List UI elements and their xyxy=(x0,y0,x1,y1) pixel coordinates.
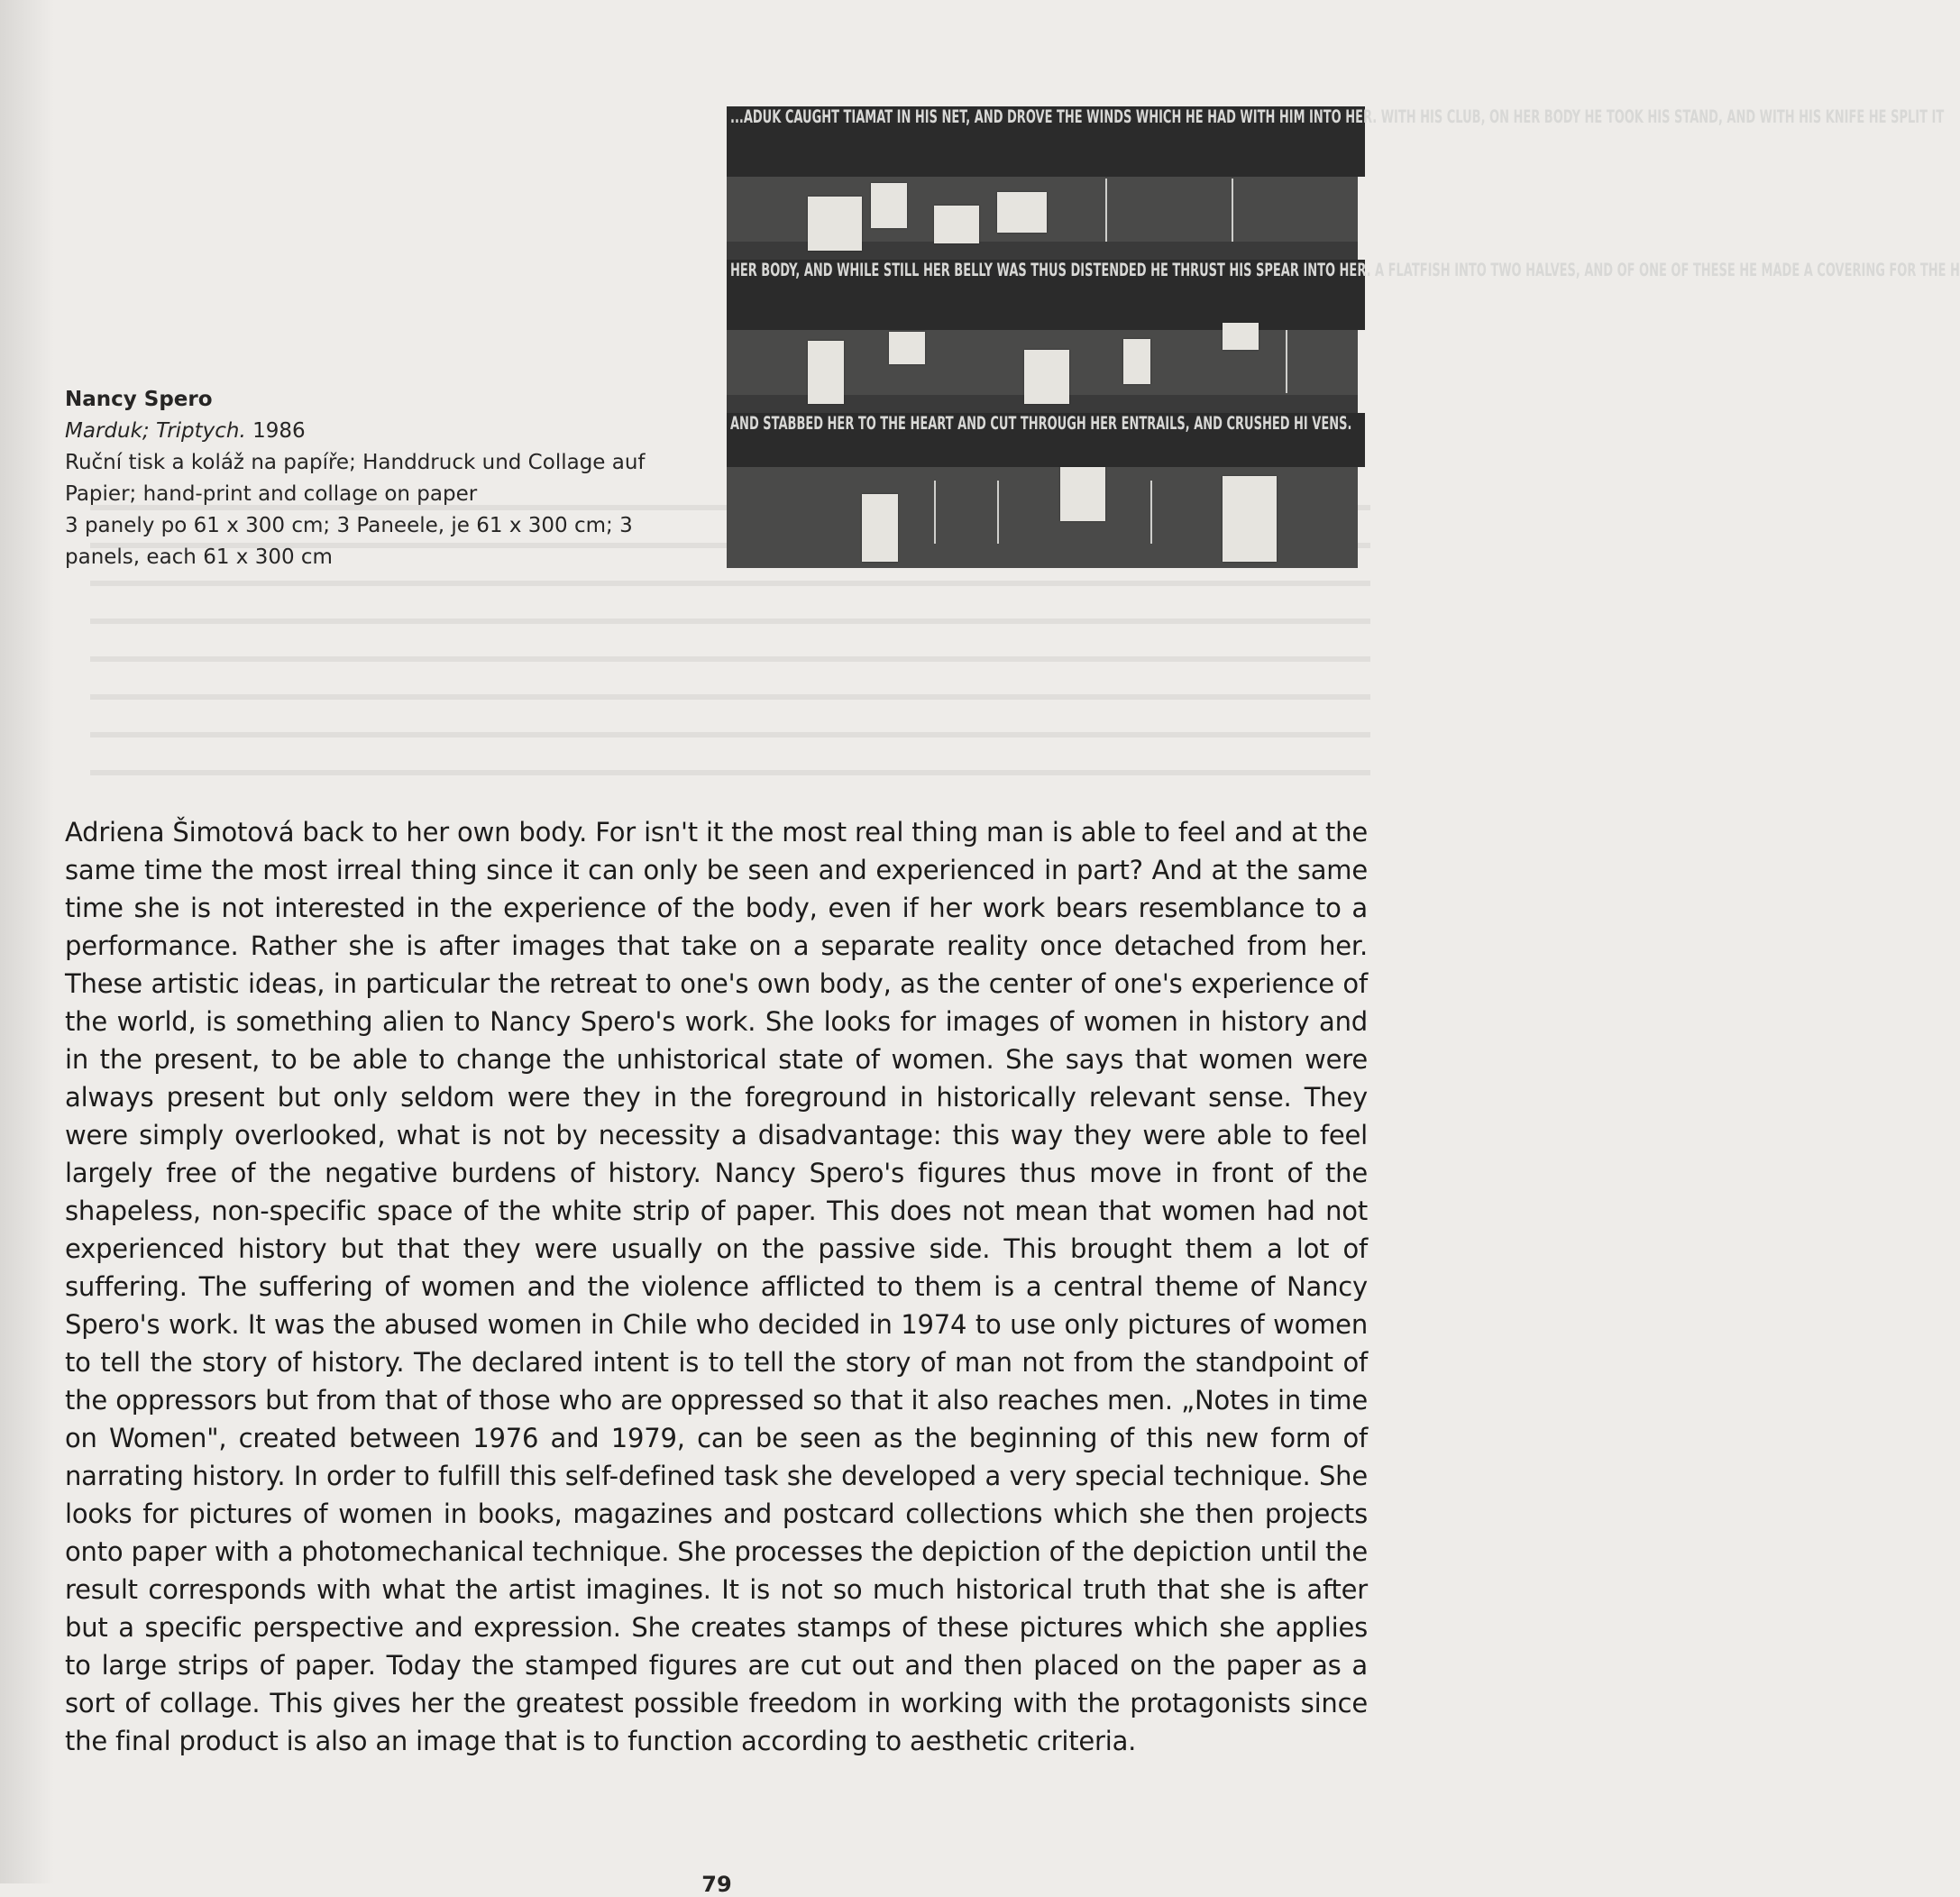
collage-paper xyxy=(1223,323,1259,350)
stamped-figure xyxy=(997,481,999,544)
body-paragraph: Adriena Šimotová back to her own body. For isn't it the most real thing man is able to feel and at the same time the most irreal thing since it can only be seen and experienced in part? And at the same time she is not interested in the experience of the body, even if her work bears resemblance to a performance. Rather she is after images that take on a separate reality once detached from her. These artistic ideas, in particular the retreat to one's own body, as the center of one's experience of the world, is something alien to Nancy Spero's work. She looks for images of women in history and in the present, to be able to change the unhistorical state of women. She says that women were always present but only seldom were they in the foreground in historically relevant sense. They were simply overlooked, what is not by necessity a disadvantage: this way they were able to feel largely free of the negative burdens of history. Nancy Spero's figures thus move in front of the shapeless, non-specific space of the white strip of paper. This does not mean that women had not experienced history but that they were usually on the passive side. This brought them a lot of suffering. The suffering of women and the violence afflicted to them is a central theme of Nancy Spero's work. It was the abused women in Chile who decided in 1974 to use only pictures of women to tell the story of history. The declared intent is to tell the story of man not from the standpoint of the oppressors but from that of those who are oppressed so that it also reaches men. „Notes in time on Women", created between 1976 and 1979, can be seen as the beginning of this new form of narrating history. In order to fulfill this self-defined task she developed a very special technique. She looks for pictures of women in books, magazines and postcard collections which she then projects onto paper with a photomechanical technique. She processes the depiction of the depiction until the result corresponds with what the artist imagines. It is not so much historical truth that she is after but a specific perspective and expression. She creates stamps of these pictures which she applies to large strips of paper. Today the stamped figures are cut out and then placed on the paper as a sort of collage. This gives her the greatest possible freedom in working with the protagonists since the final product is also an image that is to function according to aesthetic criteria. xyxy=(65,817,1368,1756)
collage-paper xyxy=(808,197,862,251)
caption-dimensions: 3 panely po 61 x 300 cm; 3 Paneele, je 61 x 300 cm; 3 panels, each 61 x 300 cm xyxy=(65,514,633,569)
body-text xyxy=(65,813,1368,1760)
collage-paper xyxy=(934,206,979,243)
collage-paper xyxy=(862,494,898,562)
caption-title-line xyxy=(65,416,678,447)
panel-2-text: HER BODY, AND WHILE STILL HER BELLY WAS THUS DISTENDED HE THRUST HIS SPEAR INTO HER. A FLATFISH INTO TWO HALVES, AND OF ONE OF THESE HE MADE A COVERING FOR THE H xyxy=(727,260,1365,330)
page-gutter-shadow xyxy=(0,0,54,1883)
stamped-figure xyxy=(1232,179,1233,242)
artwork-image-marduk-triptych xyxy=(727,106,1960,568)
panel-3-text: AND STABBED HER TO THE HEART AND CUT THROUGH HER ENTRAILS, AND CRUSHED HI VENS. xyxy=(727,413,1365,467)
collage-paper xyxy=(889,332,925,364)
collage-paper xyxy=(1223,476,1277,562)
collage-paper xyxy=(1060,467,1105,521)
collage-paper xyxy=(1123,339,1150,384)
caption-title: Marduk; Triptych. xyxy=(65,419,246,443)
caption-medium: Ruční tisk a koláž na papíře; Handdruck und Collage auf Papier; hand-print and collage on paper xyxy=(65,451,646,506)
collage-paper xyxy=(808,341,844,404)
caption-artist: Nancy Spero xyxy=(65,388,213,411)
triptych-panel-1 xyxy=(727,106,1945,242)
stamped-figure xyxy=(1105,179,1107,242)
page-number: 79 xyxy=(701,1872,732,1897)
collage-paper xyxy=(1024,350,1069,404)
stamped-figure xyxy=(934,481,936,544)
caption-year: 1986 xyxy=(245,419,306,443)
triptych-panel-2 xyxy=(727,260,1960,395)
triptych-panel-3 xyxy=(727,413,1358,568)
stamped-figure xyxy=(1150,481,1152,544)
artwork-caption xyxy=(65,384,678,573)
panel-1-text: ...ADUK CAUGHT TIAMAT IN HIS NET, AND DROVE THE WINDS WHICH HE HAD WITH HIM INTO HER. WITH HIS CLUB, ON HER BODY HE TOOK HIS STAND, AND WITH HIS KNIFE HE SPLIT IT xyxy=(727,106,1365,177)
collage-paper xyxy=(871,183,907,228)
stamped-figure xyxy=(1286,330,1287,393)
collage-paper xyxy=(997,192,1047,233)
